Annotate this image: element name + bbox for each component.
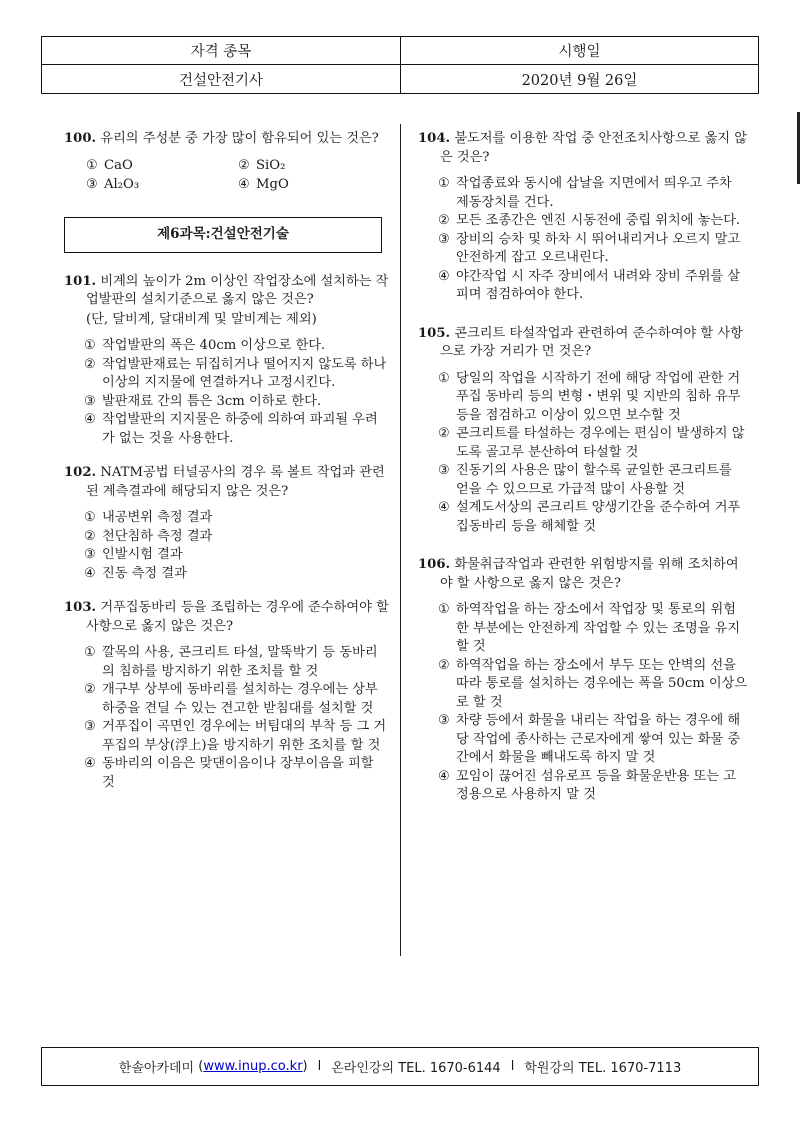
choice-3[interactable]: ③ 인발시험 결과: [84, 547, 183, 562]
footer-separator: l: [317, 1059, 322, 1074]
choice-4[interactable]: ④ MgO: [238, 177, 289, 192]
answer-choices: [64, 509, 389, 583]
choice-4[interactable]: ④ 동바리의 이음은 맞댄이음이나 장부이음을 피할 것: [84, 756, 374, 790]
answer-choices: [64, 337, 389, 448]
choice-1[interactable]: ① 작업종료와 동시에 삽날을 지면에서 띄우고 주차 제동장치를 건다.: [438, 176, 732, 210]
choice-4[interactable]: ④ 설계도서상의 콘크리트 양생기간을 준수하여 거푸집동바리 등을 해체할 것: [438, 500, 741, 534]
question-number: 103.: [64, 600, 97, 615]
footer-separator: l: [510, 1059, 515, 1074]
question-text: 불도저를 이용한 작업 중 안전조치사항으로 옳지 않은 것은?: [440, 131, 747, 165]
choice-1[interactable]: ① 내공변위 측정 결과: [84, 510, 213, 525]
left-column: [64, 130, 389, 808]
question-106: [418, 556, 748, 805]
choice-2[interactable]: ② 모든 조종간은 엔진 시동전에 중립 위치에 놓는다.: [438, 213, 741, 228]
choice-3[interactable]: ③ Al₂O₃: [86, 177, 140, 192]
choice-2[interactable]: ② 개구부 상부에 동바리를 설치하는 경우에는 상부하중을 견딜 수 있는 견고한 받침대를 설치할 것: [84, 682, 378, 716]
footer-bar: 한솔아카데미 ( www.inup.co.kr ) l 온라인강의 TEL. 1670-6144 l 학원강의 TEL. 1670-7113: [41, 1047, 759, 1086]
choice-1[interactable]: ① 작업발판의 폭은 40cm 이상으로 한다.: [84, 338, 326, 353]
question-103: [64, 599, 389, 792]
answer-choices: [64, 157, 389, 195]
question-number: 106.: [418, 557, 451, 572]
choice-3[interactable]: ③ 장비의 승차 및 하차 시 뛰어내리거나 오르지 말고 안전하게 잡고 오르내린다.: [438, 231, 741, 265]
question-text: 콘크리트 타설작업과 관련하여 준수하여야 할 사항으로 가장 거리가 먼 것은?: [440, 325, 743, 359]
answer-choices: [418, 175, 748, 305]
choice-1[interactable]: ① CaO: [86, 157, 133, 173]
exam-type-value: 건설안전기사: [42, 65, 401, 93]
question-text: 유리의 주성분 중 가장 많이 함유되어 있는 것은?: [100, 131, 379, 146]
academy-url-link[interactable]: www.inup.co.kr: [203, 1059, 303, 1074]
question-102: [64, 464, 389, 583]
question-105: [418, 325, 748, 537]
question-text: 비계의 높이가 2m 이상인 작업장소에 설치하는 작업발판의 설치기준으로 옳지 않은 것은?: [86, 273, 389, 307]
question-100: [64, 130, 389, 195]
exam-date-value: 2020년 9월 26일: [521, 72, 638, 89]
choice-3[interactable]: ③ 진동기의 사용은 많이 할수록 균일한 콘크리트를 얻을 수 있으므로 가급적 많이 사용할 것: [438, 463, 732, 497]
question-text: NATM공법 터널공사의 경우 록 볼트 작업과 관련된 계측결과에 해당되지 않은 것은?: [86, 465, 385, 499]
online-tel: 온라인강의 TEL. 1670-6144: [331, 1061, 501, 1076]
question-104: [418, 130, 748, 305]
exam-header-table: [41, 36, 759, 94]
choice-3[interactable]: ③ 발판재료 간의 틈은 3cm 이하로 한다.: [84, 393, 322, 409]
choice-3[interactable]: ③ 차량 등에서 화물을 내리는 작업을 하는 경우에 해당 작업에 종사하는 근로자에게 쌓여 있는 화물 중간에서 화물을 빼내도록 하지 말 것: [438, 713, 741, 765]
question-text: 거푸집동바리 등을 조립하는 경우에 준수하여야 할 사항으로 옳지 않은 것은?: [86, 600, 389, 634]
question-number: 100.: [64, 131, 97, 146]
right-column: [418, 130, 748, 821]
offline-tel: 학원강의 TEL. 1670-7113: [524, 1061, 682, 1076]
choice-4[interactable]: ④ 작업발판의 지지물은 하중에 의하여 파괴될 우려가 없는 것을 사용한다.: [84, 412, 378, 446]
choice-2[interactable]: ② 하역작업을 하는 장소에서 부두 또는 안벽의 선을 따라 통로를 설치하는 경우에는 폭을 50cm 이상으로 할 것: [438, 657, 748, 710]
question-number: 105.: [418, 325, 451, 341]
choice-4[interactable]: ④ 진동 측정 결과: [84, 565, 187, 581]
choice-4[interactable]: ④ 야간작업 시 자주 장비에서 내려와 장비 주위를 살피며 점검하여야 한다.: [438, 268, 741, 302]
choice-4[interactable]: ④ 꼬임이 끊어진 섬유로프 등을 화물운반용 또는 고정용으로 사용하지 말 것: [438, 768, 736, 802]
choice-2[interactable]: ② 천단침하 측정 결과: [84, 528, 213, 544]
choice-1[interactable]: ① 깔목의 사용, 콘크리트 타설, 말뚝박기 등 동바리의 침하를 방지하기 위한 조치를 할 것: [84, 645, 378, 679]
question-number: 101.: [64, 273, 97, 289]
exam-date-label: 시행일: [401, 37, 758, 65]
choice-2[interactable]: ② 작업발판재료는 뒤집히거나 떨어지지 않도록 하나 이상의 지지물에 연결하거나 고정시킨다.: [84, 356, 387, 390]
answer-choices: [418, 370, 748, 537]
question-number: 102.: [64, 465, 97, 480]
choice-2[interactable]: ② SiO₂: [238, 157, 286, 173]
answer-choices: [64, 644, 389, 792]
question-101: [64, 273, 389, 449]
question-note: (단, 달비계, 달대비계 및 말비계는 제외): [86, 311, 317, 327]
subject-title: 제6과목:건설안전기술: [64, 217, 382, 253]
exam-type-label: 자격 종목: [42, 37, 401, 65]
academy-name: 한솔아카데미: [118, 1061, 195, 1076]
question-text: 화물취급작업과 관련한 위험방지를 위해 조치하여야 할 사항으로 옳지 않은 것은?: [440, 557, 739, 591]
column-divider: [400, 124, 401, 956]
choice-2[interactable]: ② 콘크리트를 타설하는 경우에는 편심이 발생하지 않도록 골고루 분산하여 타설할 것: [438, 426, 745, 460]
choice-1[interactable]: ① 하역작업을 하는 장소에서 작업장 및 통로의 위험한 부분에는 안전하게 작업할 수 있는 조명을 유지할 것: [438, 602, 741, 654]
choice-3[interactable]: ③ 거푸집이 곡면인 경우에는 버팀대의 부착 등 그 거푸집의 부상(浮上)을 방지하기 위한 조치를 할 것: [84, 719, 387, 753]
answer-choices: [418, 601, 748, 805]
question-number: 104.: [418, 131, 451, 146]
choice-1[interactable]: ① 당일의 작업을 시작하기 전에 해당 작업에 관한 거푸집 동바리 등의 변형・변위 및 지반의 침하 유무 등을 점검하고 이상이 있으면 보수할 것: [438, 370, 741, 423]
